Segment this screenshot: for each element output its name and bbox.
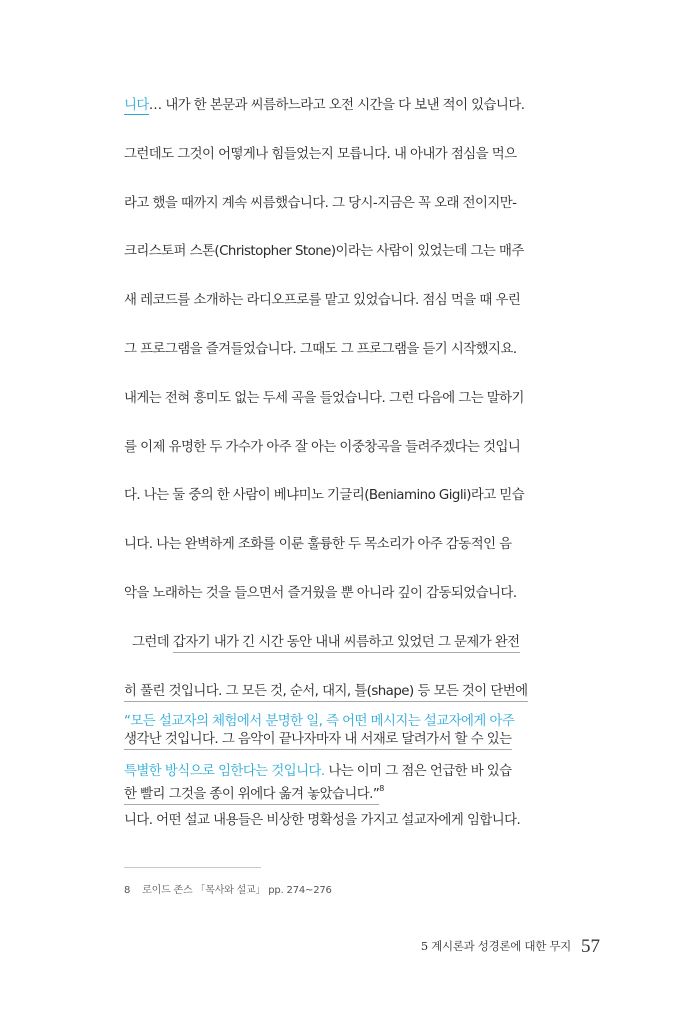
text-line: 그런데도 그것이 어떻게나 힘들었는지 모릅니다. 내 아내가 점심을 먹으 <box>124 146 517 162</box>
highlighted-link-text[interactable]: 니다 <box>124 98 149 113</box>
text-line <box>124 762 520 782</box>
text-line: 크리스토퍼 스톤(Christopher Stone)이라는 사람이 있었는데 그는 매주 <box>124 244 524 260</box>
footnote <box>124 881 332 896</box>
text-line: 를 이제 유명한 두 가수가 아주 잘 아는 이중창곡을 들려주겠다는 것입니 <box>124 439 521 455</box>
highlighted-text-line: “모든 설교자의 체험에서 분명한 일, 즉 어떤 메시지는 설교자에게 아주 <box>124 714 515 729</box>
text-line <box>124 633 590 653</box>
footnote-text: 로이드 존스 「목사와 설교」 pp. 274~276 <box>142 885 332 896</box>
page-number: 57 <box>581 936 600 957</box>
text-line: 라고 했을 때까지 계속 씨름했습니다. 그 당시-지금은 꼭 오래 전이지만- <box>124 195 517 211</box>
text-span: 그런데 <box>132 634 173 650</box>
chapter-title: 5 계시론과 성경론에 대한 무지 <box>420 939 571 953</box>
paragraph-2 <box>124 712 520 831</box>
text-line: 니다. 어떤 설교 내용들은 비상한 명확성을 가지고 설교자에게 임합니다. <box>124 813 521 828</box>
text-line: 새 레코드를 소개하는 라디오프로를 맡고 있었습니다. 점심 먹을 때 우린 <box>124 293 521 309</box>
text-span: 나는 이미 그 점은 언급한 바 있습 <box>324 763 512 779</box>
underlined-text: 갑자기 내가 긴 시간 동안 내내 씨름하고 있었던 그 문제가 완전 <box>173 635 520 653</box>
underlined-text: 생각난 것입니다. 그 음악이 끝나자마자 내 서재로 달려가서 할 수 있는 <box>124 732 512 750</box>
text-line: 내게는 전혀 흥미도 없는 두세 곡을 들었습니다. 그런 다음에 그는 말하기 <box>124 390 524 406</box>
text-line <box>124 682 590 702</box>
running-footer <box>421 936 600 958</box>
paragraph-1 <box>124 96 590 805</box>
page-body <box>124 96 590 828</box>
text-line <box>124 96 590 116</box>
underlined-text: 히 풀린 것입니다. 그 모든 것, 순서, 대지, 틀(shape) 등 모든 것이 단번에 <box>124 684 528 702</box>
footnote-divider <box>124 867 261 868</box>
text-line: 다. 나는 둘 중의 한 사람이 베냐미노 기글리(Beniamino Gigli)라고 믿습 <box>124 488 525 504</box>
text-line: 그 프로그램을 즐겨들었습니다. 그때도 그 프로그램을 듣기 시작했지요. <box>124 341 517 357</box>
text-span: … 내가 한 본문과 씨름하느라고 오전 시간을 다 보낸 적이 있습니다. <box>148 98 525 113</box>
footnote-reference[interactable]: 8 <box>379 784 385 794</box>
text-line: 악을 노래하는 것을 들으면서 즐거웠을 뿐 아니라 깊이 감동되었습니다. <box>124 585 517 601</box>
highlighted-text: 특별한 방식으로 임한다는 것입니다. <box>124 763 325 779</box>
footnote-number: 8 <box>124 885 131 896</box>
text-line: 니다. 나는 완벽하게 조화를 이룬 훌륭한 두 목소리가 아주 감동적인 음 <box>124 537 512 553</box>
underlined-text: 한 빨리 그것을 종이 위에다 옮겨 놓았습니다.” <box>124 787 379 805</box>
